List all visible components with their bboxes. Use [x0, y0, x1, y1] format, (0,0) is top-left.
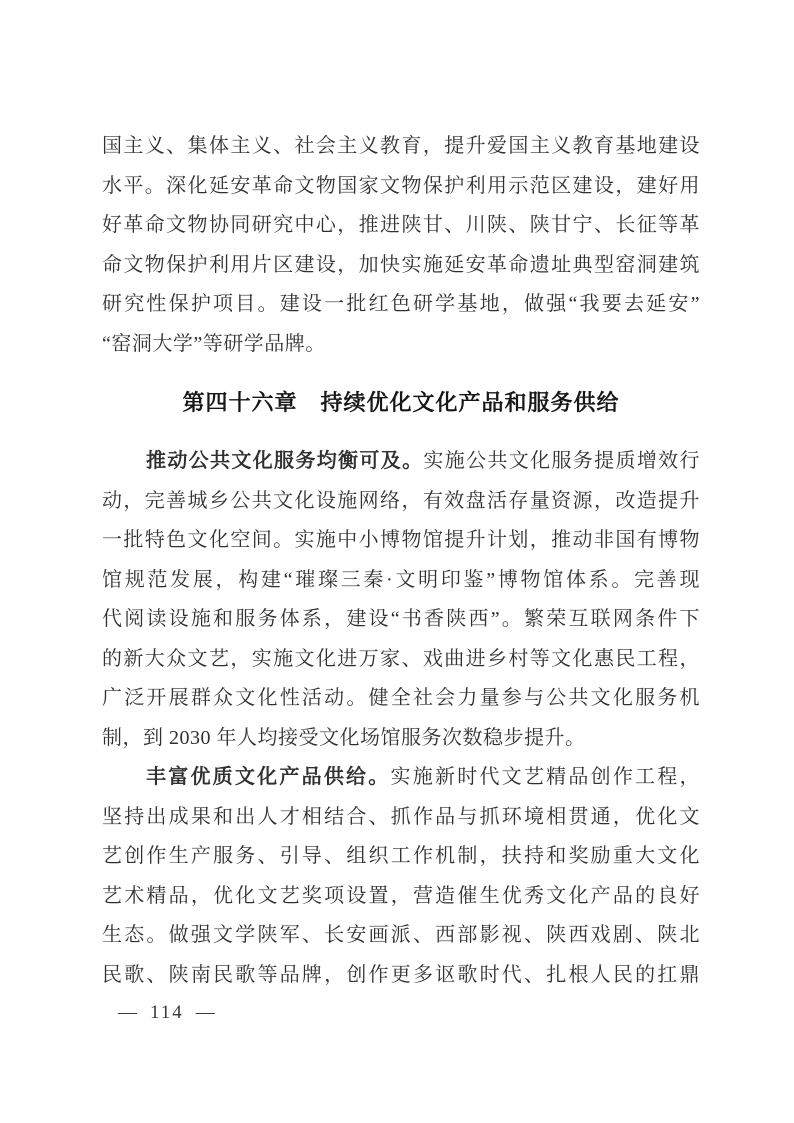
page-number-dash-right: —	[195, 1002, 216, 1023]
paragraph-line: 生态。做强文学陕军、长安画派、西部影视、陕西戏剧、陕北	[102, 924, 700, 946]
page-number-value: 114	[150, 1002, 184, 1023]
paragraph-line: 好革命文物协同研究中心，推进陕甘、川陕、陕甘宁、长征等革	[102, 214, 700, 236]
page-number	[118, 1000, 216, 1026]
paragraph-line: 民歌、陕南民歌等品牌，创作更多讴歌时代、扎根人民的扛鼎	[102, 963, 700, 986]
paragraph-text: 实施公共文化服务提质增效行	[423, 450, 701, 472]
paragraph-line: “窑洞大学”等研学品牌。	[102, 332, 326, 355]
paragraph-line: 广泛开展群众文化性活动。健全社会力量参与公共文化服务机	[102, 687, 700, 709]
paragraph-line: 艺术精品，优化文艺奖项设置，营造催生优秀文化产品的良好	[102, 884, 700, 907]
paragraph-line: 的新大众文艺，实施文化进万家、戏曲进乡村等文化惠民工程，	[102, 647, 700, 670]
paragraph-lead-text: 丰富优质文化产品供给。	[146, 766, 391, 788]
paragraph-line: 制，到 2030 年人均接受文化场馆服务次数稳步提升。	[102, 726, 586, 749]
paragraph-lead-line	[102, 758, 700, 798]
document-body	[102, 127, 700, 995]
paragraph-line: 研究性保护项目。建设一批红色研学基地，做强“我要去延安”	[102, 293, 700, 315]
paragraph-line: 代阅读设施和服务体系，建设“书香陕西”。繁荣互联网条件下	[102, 608, 700, 630]
paragraph-line: 一批特色文化空间。实施中小博物馆提升计划，推动非国有博物	[102, 529, 700, 551]
paragraph-line: 国主义、集体主义、社会主义教育，提升爱国主义教育基地建设	[102, 135, 700, 157]
paragraph-lead-text: 推动公共文化服务均衡可及。	[146, 450, 424, 472]
paragraph-line: 馆规范发展，构建“璀璨三秦·文明印鉴”博物馆体系。完善现	[102, 568, 700, 591]
paragraph-line: 水平。深化延安革命文物国家文物保护利用示范区建设，建好用	[102, 174, 700, 197]
paragraph-line: 动，完善城乡公共文化设施网络，有效盘活存量资源，改造提升	[102, 489, 700, 512]
paragraph-line: 艺创作生产服务、引导、组织工作机制，扶持和奖励重大文化	[102, 845, 700, 867]
paragraph-line: 命文物保护利用片区建设，加快实施延安革命遗址典型窑洞建筑	[102, 253, 700, 276]
paragraph-text: 实施新时代文艺精品创作工程，	[390, 766, 701, 788]
paragraph-lead-line	[102, 442, 700, 482]
page-number-dash-left: —	[118, 1002, 138, 1023]
chapter-heading: 第四十六章 持续优化文化产品和服务供给	[182, 390, 620, 415]
paragraph-line: 坚持出成果和出人才相结合、抓作品与抓环境相贯通，优化文	[102, 805, 700, 828]
